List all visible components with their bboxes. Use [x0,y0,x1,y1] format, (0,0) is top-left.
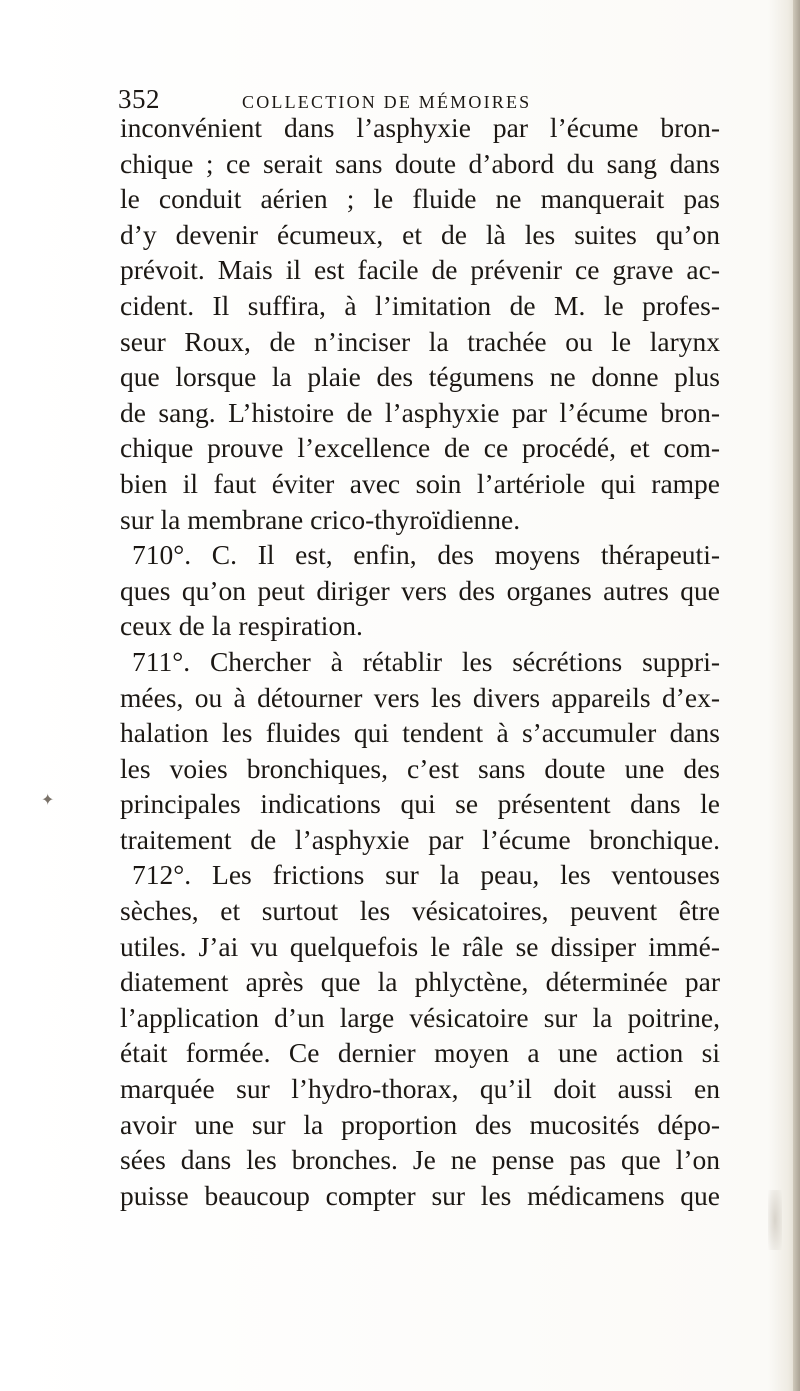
text-line: puisse beaucoup compter sur les médicamens que [120,1179,720,1211]
text-line: halation les fluides qui tendent à s’accumuler dans [120,717,720,749]
text-line: chique prouve l’excellence de ce procédé, et com- [120,432,720,464]
text-line: chique ; ce serait sans doute d’abord du sang dans [120,147,720,179]
text-line: que lorsque la plaie des tégumens ne donne plus [120,361,720,393]
text-line: l’application d’un large vésicatoire sur la poitrine, [120,1001,720,1033]
text-line: d’y devenir écumeux, et de là les suites qu’on [120,218,720,250]
text-line: marquée sur l’hydro-thorax, qu’il doit aussi en [120,1073,720,1105]
body-text [120,110,720,1213]
text-line: ceux de la respiration. [120,610,363,642]
text-line: les voies bronchiques, c’est sans doute une des [120,752,720,784]
text-line: inconvénient dans l’asphyxie par l’écume bron- [120,112,720,143]
text-line: seur Roux, de n’inciser la trachée ou le larynx [120,325,720,357]
paragraph-711-start: 711°. Chercher à rétablir les sécrétions suppri- [132,645,720,677]
text-line: sées dans les bronches. Je ne pense pas que l’on [120,1144,720,1176]
page-stain [768,1190,782,1250]
text-line: était formée. Ce dernier moyen a une action si [120,1037,720,1069]
text-line: bien il faut éviter avec soin l’artériole qui rampe [120,467,720,499]
margin-mark: ✦ [41,792,55,809]
paragraph-712-start: 712°. Les frictions sur la peau, les ventouses [132,859,720,891]
text-line: traitement de l’asphyxie par l’écume bronchique. [120,823,720,855]
text-line: sèches, et surtout les vésicatoires, peuvent être [120,895,720,927]
paragraph-710-start: 710°. C. Il est, enfin, des moyens thérapeuti- [132,539,720,571]
running-head: COLLECTION DE MÉMOIRES [242,92,532,112]
text-line: utiles. J’ai vu quelquefois le râle se dissiper immé- [120,930,720,962]
text-line: ques qu’on peut diriger vers des organes autres que [120,574,720,606]
text-line: de sang. L’histoire de l’asphyxie par l’écume bron- [120,396,720,428]
text-line: diatement après que la phlyctène, déterminée par [120,966,720,998]
text-line: avoir une sur la proportion des mucosités dépo- [120,1108,720,1140]
text-line: sur la membrane crico-thyroïdienne. [120,503,521,535]
text-line: principales indications qui se présentent dans le [120,788,720,820]
page-binding-edge [793,0,800,1391]
text-line: prévoit. Mais il est facile de prévenir ce grave ac- [120,254,720,286]
text-line: cident. Il suffira, à l’imitation de M. le profes- [120,289,720,321]
page-number: 352 [118,84,160,114]
text-line: le conduit aérien ; le fluide ne manquerait pas [120,183,720,215]
text-line: mées, ou à détourner vers les divers appareils d’ex- [120,681,720,713]
